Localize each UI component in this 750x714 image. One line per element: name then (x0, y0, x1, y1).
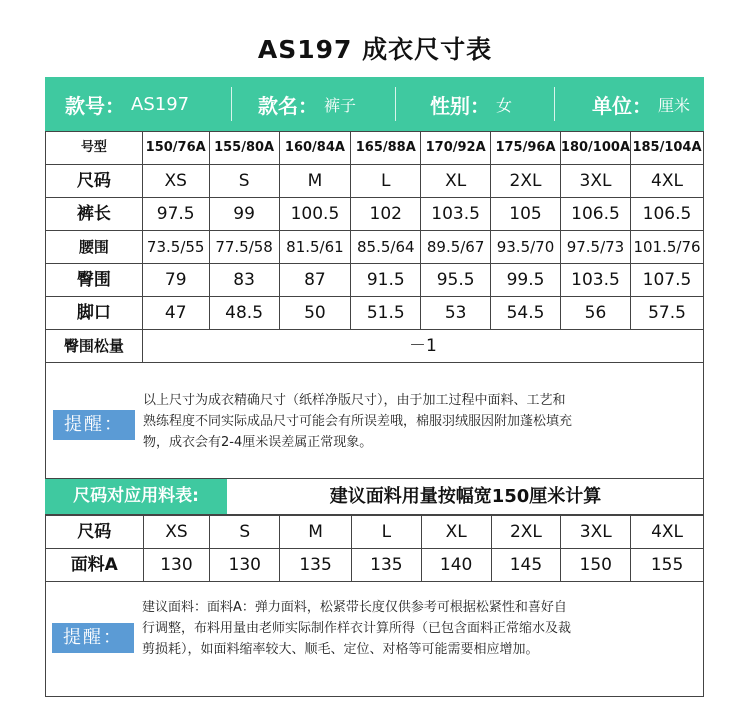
table-row (46, 516, 704, 549)
fabric-table (45, 515, 704, 582)
table-cell: 3XL (561, 516, 631, 549)
reminder-line: 以上尺寸为成衣精确尺寸（纸样净版尺寸），由于加工过程中面料、工艺和 (143, 393, 566, 408)
reminder-note-1 (45, 372, 704, 478)
table-cell: 140 (421, 549, 491, 582)
table-cell: 165/88A (351, 132, 421, 165)
table-cell: 103.5 (560, 264, 630, 297)
style-number-cell (45, 77, 231, 131)
style-number-label: 款号： (65, 93, 125, 118)
table-cell: 106.5 (631, 198, 704, 231)
table-cell: 101.5/76 (631, 231, 704, 264)
table-cell: 107.5 (631, 264, 704, 297)
table-cell: 103.5 (421, 198, 491, 231)
table-cell: 48.5 (209, 297, 279, 330)
table-cell: 77.5/58 (209, 231, 279, 264)
table-cell: 81.5/61 (279, 231, 351, 264)
table-cell: 150/76A (142, 132, 209, 165)
table-cell: 87 (279, 264, 351, 297)
style-name-label: 款名： (258, 93, 318, 118)
table-row (46, 549, 704, 582)
row-label: 臀围 (46, 264, 143, 297)
table-cell: 185/104A (631, 132, 704, 165)
page-title: AS197 成衣尺寸表 (257, 35, 493, 64)
table-cell: 50 (279, 297, 351, 330)
table-cell: 83 (209, 264, 279, 297)
table-cell: 2XL (491, 165, 561, 198)
reminder-line: 剪损耗），如面料缩率较大、顺毛、定位、对格等可能需要相应增加。 (142, 642, 539, 657)
fabric-table-body (46, 516, 704, 582)
reminder-badge: 提醒： (52, 623, 134, 653)
fabric-usage-title: 建议面料用量按幅宽150厘米计算 (329, 486, 602, 507)
hip-ease-value: －1 (142, 330, 703, 363)
info-header-bar (45, 77, 704, 131)
reminder-text (143, 390, 699, 453)
row-label: 尺码 (46, 516, 144, 549)
table-row (46, 165, 704, 198)
fabric-usage-header (45, 478, 704, 515)
row-label: 臀围松量 (46, 330, 143, 363)
table-cell: 3XL (560, 165, 630, 198)
table-row (46, 297, 704, 330)
reminder-line: 物，成衣会有2-4厘米误差属正常现象。 (143, 435, 373, 450)
style-name-value: 裤子 (324, 95, 357, 115)
row-label: 腰围 (46, 231, 143, 264)
table-row (46, 132, 704, 165)
reminder-line: 行调整，布料用量由老师实际制作样衣计算所得（已包含面料正常缩水及裁 (142, 621, 572, 636)
gender-value: 女 (496, 95, 513, 115)
table-cell: 130 (210, 549, 280, 582)
table-cell: XL (421, 516, 491, 549)
table-cell: M (280, 516, 352, 549)
table-cell: 155/80A (209, 132, 279, 165)
table-cell: 79 (142, 264, 209, 297)
table-cell: 105 (491, 198, 561, 231)
table-cell: 135 (280, 549, 352, 582)
row-label: 面料A (46, 549, 144, 582)
row-label: 尺码 (46, 165, 143, 198)
table-cell: 160/84A (279, 132, 351, 165)
table-cell: XS (142, 165, 209, 198)
table-cell: 89.5/67 (421, 231, 491, 264)
table-cell: 180/100A (560, 132, 630, 165)
table-cell: M (279, 165, 351, 198)
table-cell: 150 (561, 549, 631, 582)
table-row (46, 330, 704, 363)
table-cell: L (351, 516, 421, 549)
style-number-value: AS197 (131, 93, 190, 115)
table-cell: 91.5 (351, 264, 421, 297)
table-cell: XS (143, 516, 210, 549)
table-row (46, 231, 704, 264)
row-label: 脚口 (46, 297, 143, 330)
table-cell: 135 (351, 549, 421, 582)
table-cell: 130 (143, 549, 210, 582)
table-cell: 93.5/70 (491, 231, 561, 264)
table-cell: 95.5 (421, 264, 491, 297)
table-cell: 53 (421, 297, 491, 330)
style-name-cell (232, 77, 395, 131)
table-cell: S (209, 165, 279, 198)
table-cell: 97.5/73 (560, 231, 630, 264)
table-row (46, 198, 704, 231)
table-cell: 2XL (491, 516, 561, 549)
table-cell: 4XL (631, 165, 704, 198)
table-cell: 85.5/64 (351, 231, 421, 264)
size-table (45, 131, 704, 363)
table-cell: 99 (209, 198, 279, 231)
table-cell: 145 (491, 549, 561, 582)
table-cell: 54.5 (491, 297, 561, 330)
row-label: 号型 (46, 132, 143, 165)
fabric-usage-label: 尺码对应用料表: (45, 479, 227, 514)
table-cell: 100.5 (279, 198, 351, 231)
unit-cell (555, 77, 703, 131)
table-cell: 4XL (631, 516, 704, 549)
table-cell: XL (421, 165, 491, 198)
reminder-note-2 (45, 583, 704, 697)
unit-value: 厘米 (658, 95, 691, 115)
size-table-body (46, 132, 704, 363)
reminder-line: 建议面料：面料A：弹力面料，松紧带长度仅供参考可根据松紧性和喜好自 (142, 600, 567, 615)
reminder-text (142, 597, 698, 660)
table-cell: 175/96A (491, 132, 561, 165)
table-cell: 99.5 (491, 264, 561, 297)
table-cell: 51.5 (351, 297, 421, 330)
table-cell: 170/92A (421, 132, 491, 165)
table-cell: L (351, 165, 421, 198)
table-cell: 106.5 (560, 198, 630, 231)
table-cell: S (210, 516, 280, 549)
table-cell: 155 (631, 549, 704, 582)
table-cell: 97.5 (142, 198, 209, 231)
table-row (46, 264, 704, 297)
table-cell: 57.5 (631, 297, 704, 330)
table-cell: 56 (560, 297, 630, 330)
table-cell: 47 (142, 297, 209, 330)
reminder-badge: 提醒： (53, 410, 135, 440)
gender-cell (396, 77, 554, 131)
reminder-line: 熟练程度不同实际成品尺寸可能会有所误差哦，棉服羽绒服因附加蓬松填充 (143, 414, 573, 429)
table-cell: 73.5/55 (142, 231, 209, 264)
row-label: 裤长 (46, 198, 143, 231)
unit-label: 单位： (592, 93, 652, 118)
table-cell: 102 (351, 198, 421, 231)
gender-label: 性别： (430, 93, 490, 118)
